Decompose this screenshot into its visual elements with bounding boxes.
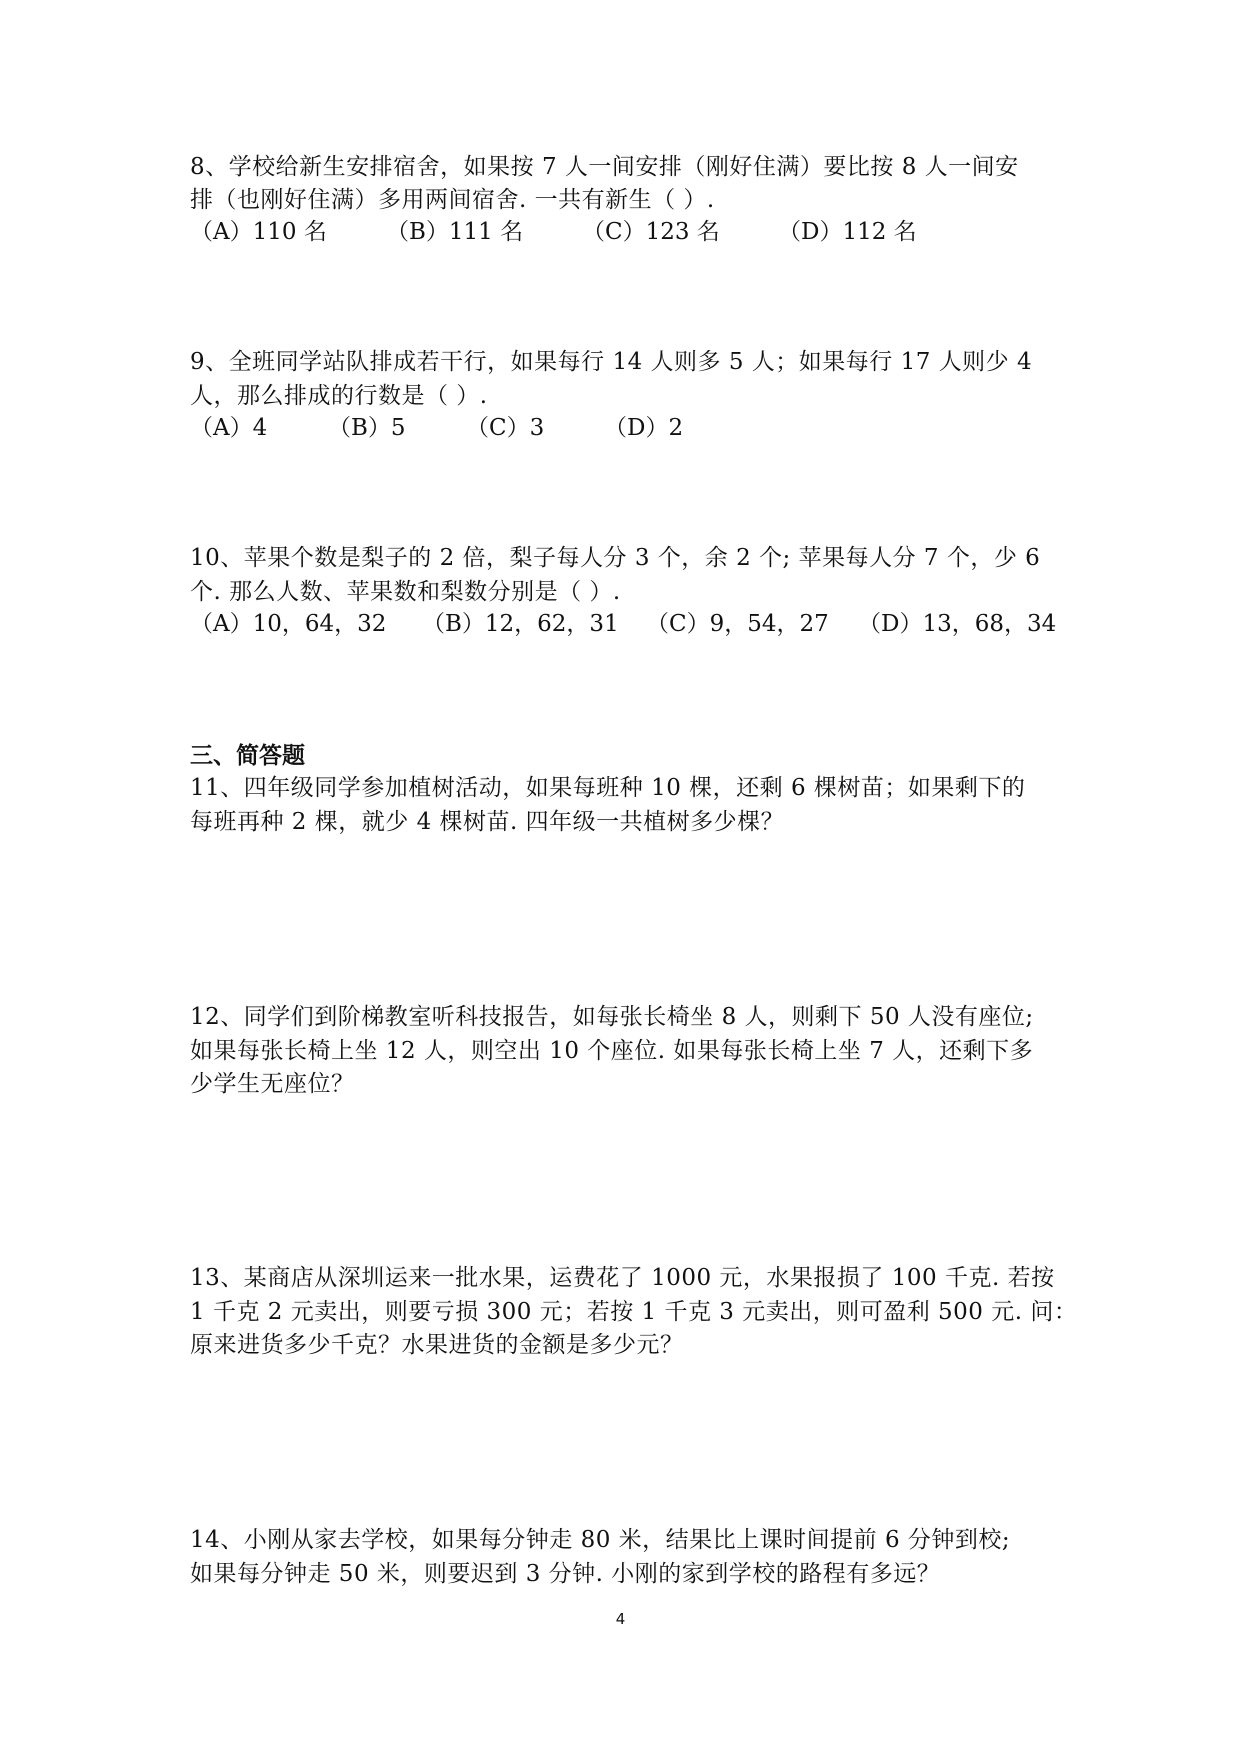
q12-line3: 少学生无座位？	[190, 1071, 355, 1097]
q9-line2: 人，那么排成的行数是（ ）.	[190, 383, 488, 409]
q10-option-c: （C）9，54，27	[646, 611, 829, 637]
q10-option-b: （B）12，62，31	[422, 611, 619, 637]
q11-line2: 每班再种 2 棵，就少 4 棵树苗. 四年级一共植树多少棵？	[190, 809, 785, 835]
q10-line1: 10、苹果个数是梨子的 2 倍，梨子每人分 3 个，余 2 个; 苹果每人分 7 个，少 6	[190, 545, 1041, 571]
q12-line2: 如果每张长椅上坐 12 人，则空出 10 个座位. 如果每张长椅上坐 7 人，还剩下多	[190, 1038, 1034, 1064]
q10-option-a: （A）10，64，32	[190, 611, 387, 637]
q13-line2: 1 千克 2 元卖出，则要亏损 300 元；若按 1 千克 3 元卖出，则可盈利 500 元. 问：	[190, 1299, 1078, 1325]
q9-line1: 9、全班同学站队排成若干行，如果每行 14 人则多 5 人；如果每行 17 人则少 4	[190, 349, 1033, 375]
q8-option-d: （D）112 名	[778, 219, 917, 245]
q14-line2: 如果每分钟走 50 米，则要迟到 3 分钟. 小刚的家到学校的路程有多远？	[190, 1561, 941, 1587]
q13-line1: 13、某商店从深圳运来一批水果，运费花了 1000 元，水果报损了 100 千克. 若按	[190, 1265, 1055, 1291]
q8-option-c: （C）123 名	[582, 219, 720, 245]
q8-option-a: （A）110 名	[190, 219, 327, 245]
q9-option-c: （C）3	[466, 415, 545, 441]
q10-option-d: （D）13，68，34	[858, 611, 1057, 637]
q13-line3: 原来进货多少千克？水果进货的金额是多少元？	[190, 1332, 684, 1358]
q9-option-b: （B）5	[328, 415, 406, 441]
q8-line2: 排（也刚好住满）多用两间宿舍. 一共有新生（ ）.	[190, 187, 715, 213]
section-heading: 三、简答题	[190, 743, 305, 769]
page-number: 4	[615, 1610, 626, 1628]
q14-line1: 14、小刚从家去学校，如果每分钟走 80 米，结果比上课时间提前 6 分钟到校;	[190, 1527, 1011, 1553]
q10-line2: 个. 那么人数、苹果数和梨数分别是（ ）.	[190, 579, 621, 605]
q12-line1: 12、同学们到阶梯教室听科技报告，如每张长椅坐 8 人，则剩下 50 人没有座位;	[190, 1004, 1034, 1030]
q9-option-d: （D）2	[604, 415, 684, 441]
q8-option-b: （B）111 名	[386, 219, 524, 245]
q8-line1: 8、学校给新生安排宿舍，如果按 7 人一间安排（刚好住满）要比按 8 人一间安	[190, 154, 1019, 180]
q9-option-a: （A）4	[190, 415, 268, 441]
q11-line1: 11、四年级同学参加植树活动，如果每班种 10 棵，还剩 6 棵树苗；如果剩下的	[190, 775, 1026, 801]
